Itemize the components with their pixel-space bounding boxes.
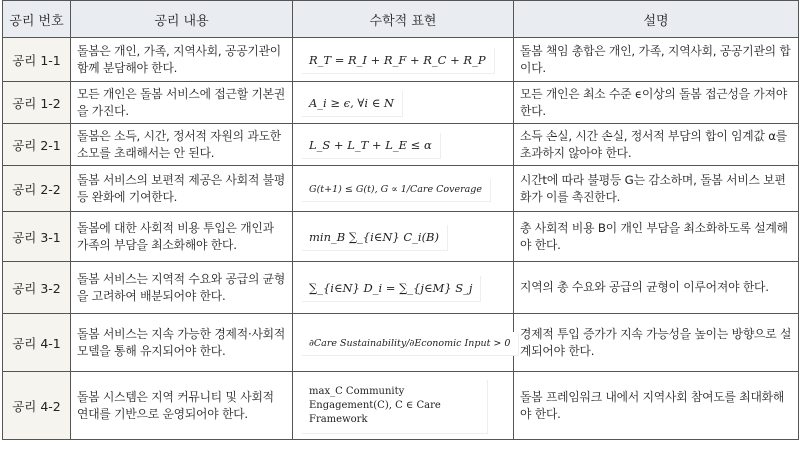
- formula-image: R_T = R_I + R_F + R_C + R_P: [301, 47, 494, 73]
- table-row: [3, 38, 799, 82]
- formula-image: min_B ∑_{i∈N} C_i(B): [301, 224, 447, 250]
- axiom-content: 모든 개인은 돌봄 서비스에 접근할 기본권을 가진다.: [71, 82, 293, 124]
- formula-cell: [293, 124, 514, 166]
- formula-image: max_C Community Engagement(C), C ∈ Care Framework: [301, 379, 487, 433]
- axiom-explanation: 경제적 투입 증가가 지속 가능성을 높이는 방향으로 설계되어야 한다.: [514, 314, 799, 372]
- formula-image: ∑_{i∈N} D_i = ∑_{j∈M} S_j: [301, 275, 480, 301]
- axiom-content: 돌봄 서비스의 보편적 제공은 사회적 불평등 완화에 기여한다.: [71, 166, 293, 212]
- header-row: [3, 1, 799, 38]
- axiom-explanation: 시간t에 따라 불평등 G는 감소하며, 돌봄 서비스 보편화가 이를 촉진한다.: [514, 166, 799, 212]
- axiom-explanation: 소득 손실, 시간 손실, 정서적 부담의 합이 임계값 α를 초과하지 않아야 한다.: [514, 124, 799, 166]
- formula-cell: [293, 38, 514, 82]
- table-row: [3, 212, 799, 262]
- axiom-id: 공리 3-1: [3, 212, 71, 262]
- axiom-id: 공리 3-2: [3, 262, 71, 314]
- axiom-id: 공리 4-2: [3, 372, 71, 440]
- formula-cell: [293, 82, 514, 124]
- formula-cell: [293, 166, 514, 212]
- formula-image: ∂Care Sustainability/∂Economic Input > 0: [301, 332, 518, 355]
- axioms-table: [2, 0, 799, 440]
- formula-image: A_i ≥ ϵ, ∀i ∈ N: [301, 90, 402, 116]
- formula-cell: [293, 314, 514, 372]
- axiom-explanation: 총 사회적 비용 B이 개인 부담을 최소화하도록 설계해야 한다.: [514, 212, 799, 262]
- axiom-content: 돌봄에 대한 사회적 비용 투입은 개인과 가족의 부담을 최소화해야 한다.: [71, 212, 293, 262]
- table-row: [3, 124, 799, 166]
- axiom-id: 공리 1-1: [3, 38, 71, 82]
- axiom-explanation: 모든 개인은 최소 수준 ϵ이상의 돌봄 접근성을 가져야 한다.: [514, 82, 799, 124]
- table-row: [3, 314, 799, 372]
- formula-image: L_S + L_T + L_E ≤ α: [301, 132, 440, 158]
- axiom-content: 돌봄은 소득, 시간, 정서적 자원의 과도한 소모를 초래해서는 안 된다.: [71, 124, 293, 166]
- formula-cell: [293, 212, 514, 262]
- formula-cell: [293, 262, 514, 314]
- formula-cell: [293, 372, 514, 440]
- axiom-explanation: 지역의 총 수요와 공급의 균형이 이루어져야 한다.: [514, 262, 799, 314]
- header-explanation: 설명: [514, 1, 799, 38]
- header-math-expression: 수학적 표현: [293, 1, 514, 38]
- axiom-id: 공리 2-1: [3, 124, 71, 166]
- axiom-content: 돌봄은 개인, 가족, 지역사회, 공공기관이 함께 분담해야 한다.: [71, 38, 293, 82]
- axiom-id: 공리 1-2: [3, 82, 71, 124]
- table-row: [3, 262, 799, 314]
- axiom-id: 공리 2-2: [3, 166, 71, 212]
- header-axiom-number: 공리 번호: [3, 1, 71, 38]
- axiom-explanation: 돌봄 프레임워크 내에서 지역사회 참여도를 최대화해야 한다.: [514, 372, 799, 440]
- table-row: [3, 372, 799, 440]
- axiom-content: 돌봄 서비스는 지역적 수요와 공급의 균형을 고려하여 배분되어야 한다.: [71, 262, 293, 314]
- header-axiom-content: 공리 내용: [71, 1, 293, 38]
- axiom-content: 돌봄 시스템은 지역 커뮤니티 및 사회적 연대를 기반으로 운영되어야 한다.: [71, 372, 293, 440]
- table-row: [3, 166, 799, 212]
- axiom-content: 돌봄 서비스는 지속 가능한 경제적·사회적 모델을 통해 유지되어야 한다.: [71, 314, 293, 372]
- formula-image: G(t+1) ≤ G(t), G ∝ 1/Care Coverage: [301, 178, 490, 201]
- axiom-id: 공리 4-1: [3, 314, 71, 372]
- axiom-explanation: 돌봄 책임 총합은 개인, 가족, 지역사회, 공공기관의 합이다.: [514, 38, 799, 82]
- table-row: [3, 82, 799, 124]
